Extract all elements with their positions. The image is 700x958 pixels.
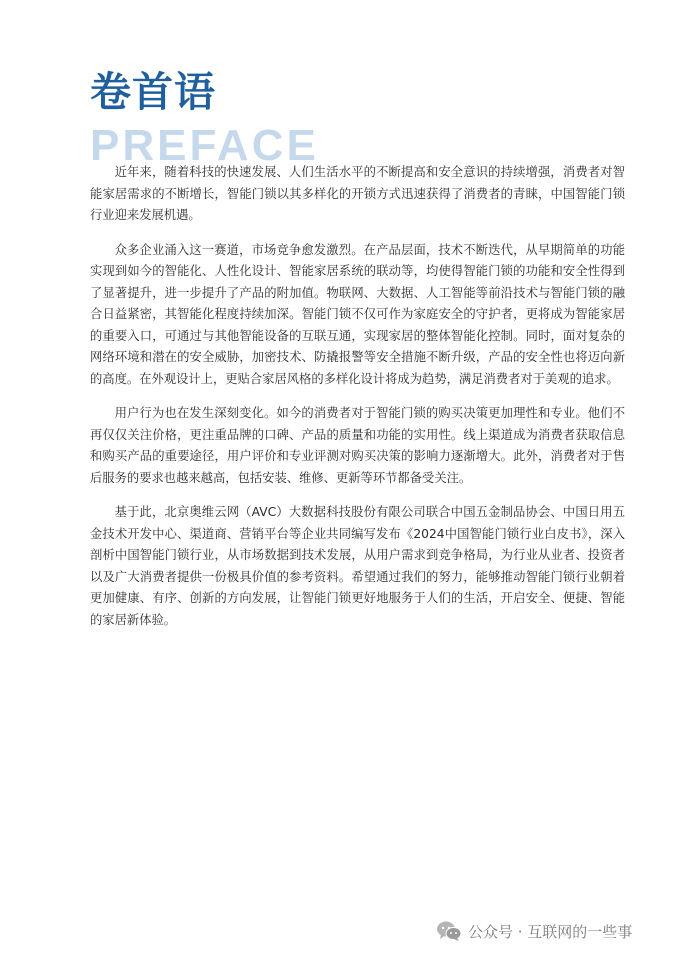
paragraph-4: 基于此，北京奥维云网（AVC）大数据科技股份有限公司联合中国五金制品协会、中国日用五金技术开发中心、渠道商、营销平台等企业共同编写发布《2024中国智能门锁行业白皮书》，深入剖析中国智能门锁行业，从市场数据到技术发展，从用户需求到竞争格局，为行业从业者、投资者以及广大消费者提供一份极具价值的参考资料。希望通过我们的努力，能够推动智能门锁行业朝着更加健康、有序、创新的方向发展，让智能门锁更好地服务于人们的生活，开启安全、便捷、智能的家居新体验。 xyxy=(90,505,625,627)
wechat-icon xyxy=(436,920,462,942)
watermark xyxy=(436,918,632,944)
paragraph-2: 众多企业涌入这一赛道，市场竞争愈发激烈。在产品层面，技术不断迭代，从早期简单的功能实现到如今的智能化、人性化设计、智能家居系统的联动等，均使得智能门锁的功能和安全性得到了显著提升，进一步提升了产品的附加值。物联网、大数据、人工智能等前沿技术与智能门锁的融合日益紧密，其智能化程度持续加深。智能门锁不仅可作为家庭安全的守护者，更将成为智能家居的重要入口，可通过与其他智能设备的互联互通，实现家居的整体智能化控制。同时，面对复杂的网络环境和潜在的安全威胁，加密技术、防撬报警等安全措施不断升级，产品的安全性也将迈向新的高度。在外观设计上，更贴合家居风格的多样化设计将成为趋势，满足消费者对于美观的追求。 xyxy=(90,242,625,386)
page-subtitle: PREFACE xyxy=(90,121,319,170)
preface-body xyxy=(90,162,625,644)
watermark-text: 公众号 · 互联网的一些事 xyxy=(468,922,633,941)
paragraph-3: 用户行为也在发生深刻变化。如今的消费者对于智能门锁的购买决策更加理性和专业。他们不再仅仅关注价格，更注重品牌的口碑、产品的质量和功能的实用性。线上渠道成为消费者获取信息和购买产品的重要途径，用户评价和专业评测对购买决策的影响力逐渐增大。此外，消费者对于售后服务的要求也越来越高，包括安装、维修、更新等环节都备受关注。 xyxy=(90,406,625,485)
paragraph-1: 近年来，随着科技的快速发展、人们生活水平的不断提高和安全意识的持续增强，消费者对智能家居需求的不断增长，智能门锁以其多样化的开锁方式迅速获得了消费者的青睐，中国智能门锁行业迎来发展机遇。 xyxy=(90,165,625,222)
page-title: 卷首语 xyxy=(90,68,216,116)
